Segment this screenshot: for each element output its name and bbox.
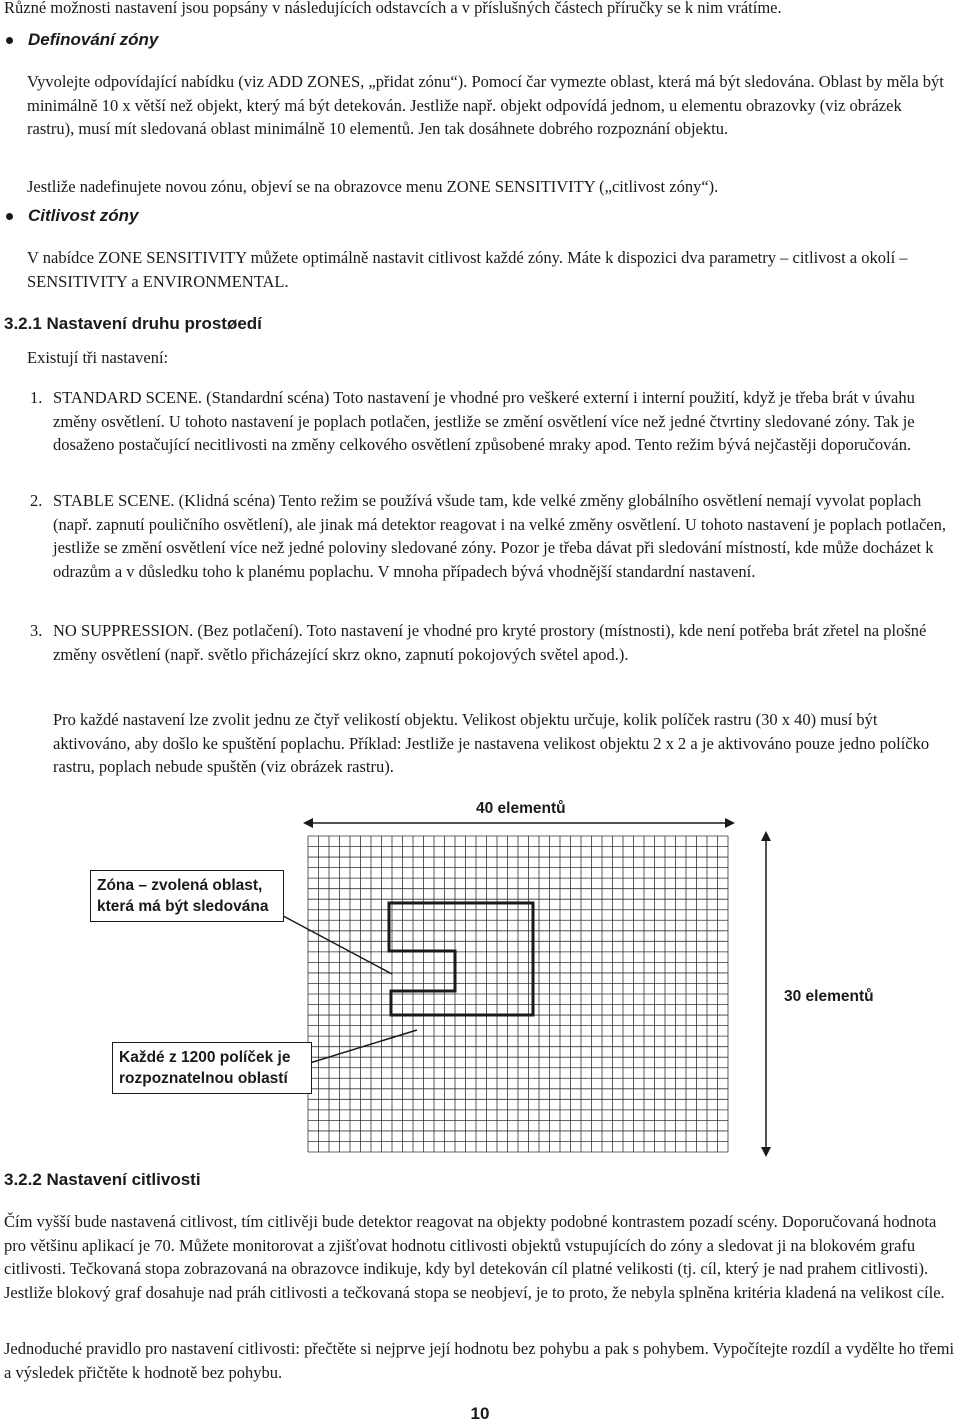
raster-figure xyxy=(0,790,960,1165)
zone-definition-note: Jestliže nadefinujete novou zónu, objeví se na obrazovce menu ZONE SENSITIVITY („citlivost zóny“). xyxy=(27,177,719,196)
zone-leader-line xyxy=(272,910,392,974)
setting-item-standard xyxy=(30,386,960,457)
zone-sensitivity-paragraph: V nabídce ZONE SENSITIVITY můžete optimálně nastavit citlivost každé zóny. Máte k dispozici dva parametry – citlivost a okolí – SENSITIVITY a ENVIRONMENTAL. xyxy=(27,248,908,291)
section-3-2-2-title: 3.2.2 Nastavení citlivosti xyxy=(4,1170,201,1189)
zone-definition-title: Definování zóny xyxy=(28,30,159,49)
item-number: 1. xyxy=(30,388,43,407)
cell-label-box: Každé z 1200 políček je rozpoznatelnou oblastí xyxy=(112,1042,312,1094)
section-3-2-1-title: 3.2.1 Nastavení druhu prostøedí xyxy=(4,314,262,333)
bullet-icon xyxy=(6,37,13,44)
item-number: 2. xyxy=(30,491,43,510)
item-text: NO SUPPRESSION. (Bez potlačení). Toto nastavení je vhodné pro kryté prostory (místnosti), kde není potřeba brát zřetel na plošné změny osvětlení (např. světlo přicházející skrz okno, zapnutí pokojových světel apod.). xyxy=(53,621,927,664)
setting-item-stable xyxy=(30,489,960,583)
sensitivity-rule-paragraph: Jednoduché pravidlo pro nastavení citlivosti: přečtěte si nejprve její hodnotu bez pohybu a pak s pohybem. Vypočítejte rozdíl a vydělte ho třemi a výsledek přičtěte k hodnotě bez pohybu. xyxy=(4,1339,955,1382)
columns-label: 40 elementů xyxy=(470,798,572,819)
item-number: 3. xyxy=(30,621,43,640)
item-text: STANDARD SCENE. (Standardní scéna) Toto nastavení je vhodné pro veškeré externí i interní použití, když je třeba brát v úvahu změny osvětlení. U tohoto nastavení je poplach potlačen, jestliže se změní osvětlení více než jedné čtvrtiny sledované zóny. Tak je dosaženo postačující necitlivosti na změny celkového osvětlení způsobené mraky apod. Tento režim bývá nejčastěji doporučován. xyxy=(53,388,915,454)
bullet-icon xyxy=(6,213,13,220)
setting-item-no-suppression xyxy=(30,619,960,666)
bullet-zone-definition xyxy=(6,30,158,50)
item-text: STABLE SCENE. (Klidná scéna) Tento režim se používá všude tam, kde velké změny globálního osvětlení nemají vyvolat poplach (např. zapnutí pouličního osvětlení), ale jinak má detektor reagovat i na velké změny osvětlení. U tohoto nastavení je poplach potlačen, jestliže se změní osvětlení více než jedné poloviny sledované zóny. Pozor je třeba dávat při sledování místností, kde může docházet k odrazům a v důsledku toho k planému poplachu. V mnoha případech bývá vhodnější standardní nastavení. xyxy=(53,491,946,581)
raster-grid xyxy=(308,836,728,1152)
sensitivity-paragraph: Čím vyšší bude nastavená citlivost, tím citlivěji bude detektor reagovat na objekty podobné kontrastem pozadí scény. Doporučovaná hodnota pro většinu aplikací je 70. Můžete monitorovat a zjišťovat hodnotu citlivosti objektů vstupujících do zóny a sledovat ji na blokovém grafu citlivosti. Tečkovaná stopa zobrazovaná na obrazovce indikuje, kdy byl detekován cíl platné velikosti (tj. cíl, který je nad prahem citlivosti). Jestliže blokový graf dosahuje nad práh citlivosti a tečkovaná stopa se neobjeví, je to proto, že nebyla splněna kritéria kladená na velikost cíle. xyxy=(4,1212,945,1302)
settings-lead: Existují tři nastavení: xyxy=(27,348,169,367)
zone-sensitivity-title: Citlivost zóny xyxy=(28,206,139,225)
rows-label: 30 elementů xyxy=(780,986,878,1007)
zone-definition-paragraph: Vyvolejte odpovídající nabídku (viz ADD ZONES, „přidat zónu“). Pomocí čar vymezte oblast, která má být sledována. Oblast by měla být minimálně 10 x větší než objekt, který má být detekován. Jestliže např. objekt odpovídá jednom, u elementu obrazovky (viz obrázek rastru), musí mít sledovaná oblast minimálně 10 elementů. Jen tak dosáhnete dobrého rozpoznání objektu. xyxy=(27,72,944,138)
intro-text: Různé možnosti nastavení jsou popsány v následujících odstavcích a v příslušných částech příručky se k nim vrátíme. xyxy=(4,0,782,17)
cell-leader-line xyxy=(300,1030,417,1066)
monitored-zone-outline xyxy=(389,903,533,1015)
object-size-paragraph: Pro každé nastavení lze zvolit jednu ze čtyř velikostí objektu. Velikost objektu určuje, kolik políček rastru (30 x 40) musí být aktivováno, aby došlo ke spuštění poplachu. Příklad: Jestliže je nastavena velikost objektu 2 x 2 a je aktivováno pouze jedno políčko rastru, poplach nebude spuštěn (viz obrázek rastru). xyxy=(53,710,930,776)
zone-label-box: Zóna – zvolená oblast, která má být sledována xyxy=(90,870,284,922)
bullet-zone-sensitivity xyxy=(6,206,139,226)
page-number: 10 xyxy=(470,1404,490,1423)
